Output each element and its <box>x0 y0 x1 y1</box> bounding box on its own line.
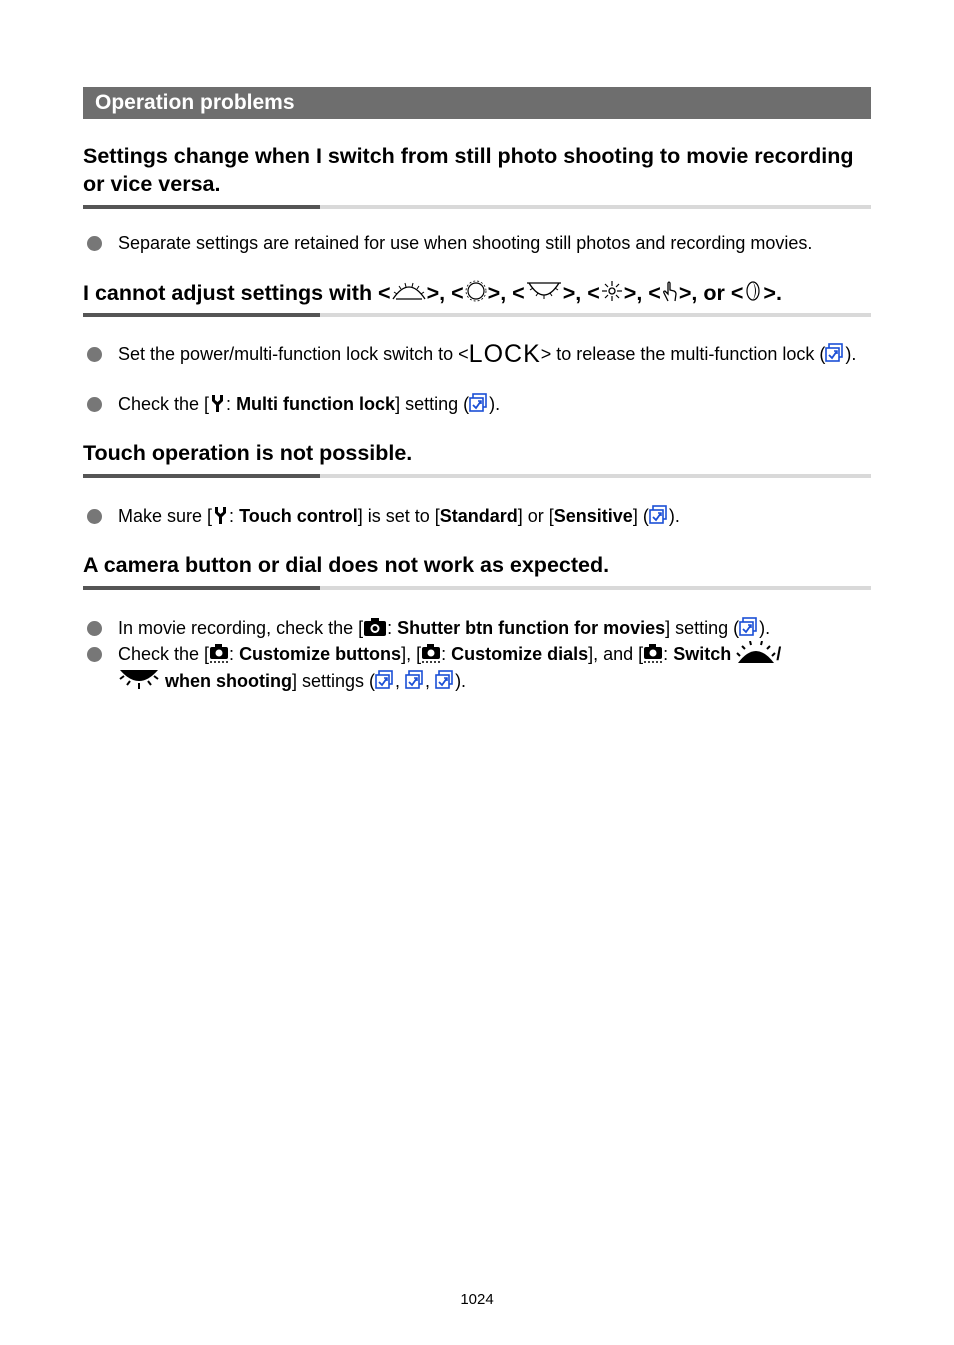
q3-rule <box>83 474 871 478</box>
q4-rule <box>83 586 871 590</box>
q4-bullet-2: Check the [ : Customize buttons], [ : Customize dials], and [ : Switch / when shooting] settings ( , , ). <box>118 641 870 695</box>
page-link-icon[interactable] <box>435 670 455 690</box>
q3-heading: Touch operation is not possible. <box>83 441 413 465</box>
bullet-dot <box>87 236 102 251</box>
lock-label: LOCK <box>468 340 541 368</box>
bullet-dot <box>87 347 102 362</box>
custom-controls-icon <box>209 641 229 663</box>
page-link-icon[interactable] <box>649 505 669 525</box>
page-link-icon[interactable] <box>405 670 425 690</box>
custom-controls-icon <box>421 641 441 663</box>
q1-rule <box>83 205 871 209</box>
camera-icon <box>363 617 387 637</box>
q4-bullet-1: In movie recording, check the [ : Shutter btn function for movies] setting ( ). <box>118 618 771 638</box>
q1-heading: Settings change when I switch from still photo shooting to movie recording or vice versa. <box>83 144 854 196</box>
q2-rule <box>83 313 871 317</box>
sub-dial-icon <box>525 279 563 303</box>
page-link-icon[interactable] <box>739 617 759 637</box>
custom-controls-icon <box>643 641 663 663</box>
main-dial-filled-icon <box>736 641 776 663</box>
bullet-dot <box>87 397 102 412</box>
page-number: 1024 <box>460 1291 494 1308</box>
page-link-icon[interactable] <box>469 393 489 413</box>
wrench-icon <box>209 393 226 413</box>
bullet-dot <box>87 647 102 662</box>
wrench-icon <box>212 505 229 525</box>
quick-control-dial-icon <box>464 279 488 303</box>
q1-bullet-1: Separate settings are retained for use when shooting still photos and recording movies. <box>118 233 813 253</box>
main-dial-icon <box>391 279 427 303</box>
q4-heading: A camera button or dial does not work as expected. <box>83 553 610 577</box>
multi-controller-icon <box>600 279 624 303</box>
page-link-icon[interactable] <box>375 670 395 690</box>
q2-bullet-2: Check the [ : Multi function lock] setting ( ). <box>118 394 501 414</box>
q2-bullet-1: Set the power/multi-function lock switch to <LOCK> to release the multi-function lock ( ). <box>118 340 857 368</box>
touch-icon <box>661 279 679 303</box>
page-link-icon[interactable] <box>825 343 845 363</box>
q2-heading: I cannot adjust settings with < >, < >, < >, < >, < >, or < >. <box>83 281 782 305</box>
control-ring-icon <box>743 279 763 303</box>
bullet-dot <box>87 509 102 524</box>
sub-dial-filled-icon <box>118 668 160 690</box>
bullet-dot <box>87 621 102 636</box>
section-header: Operation problems <box>83 87 871 119</box>
q3-bullet-1: Make sure [ : Touch control] is set to [Standard] or [Sensitive] ( ). <box>118 506 680 526</box>
